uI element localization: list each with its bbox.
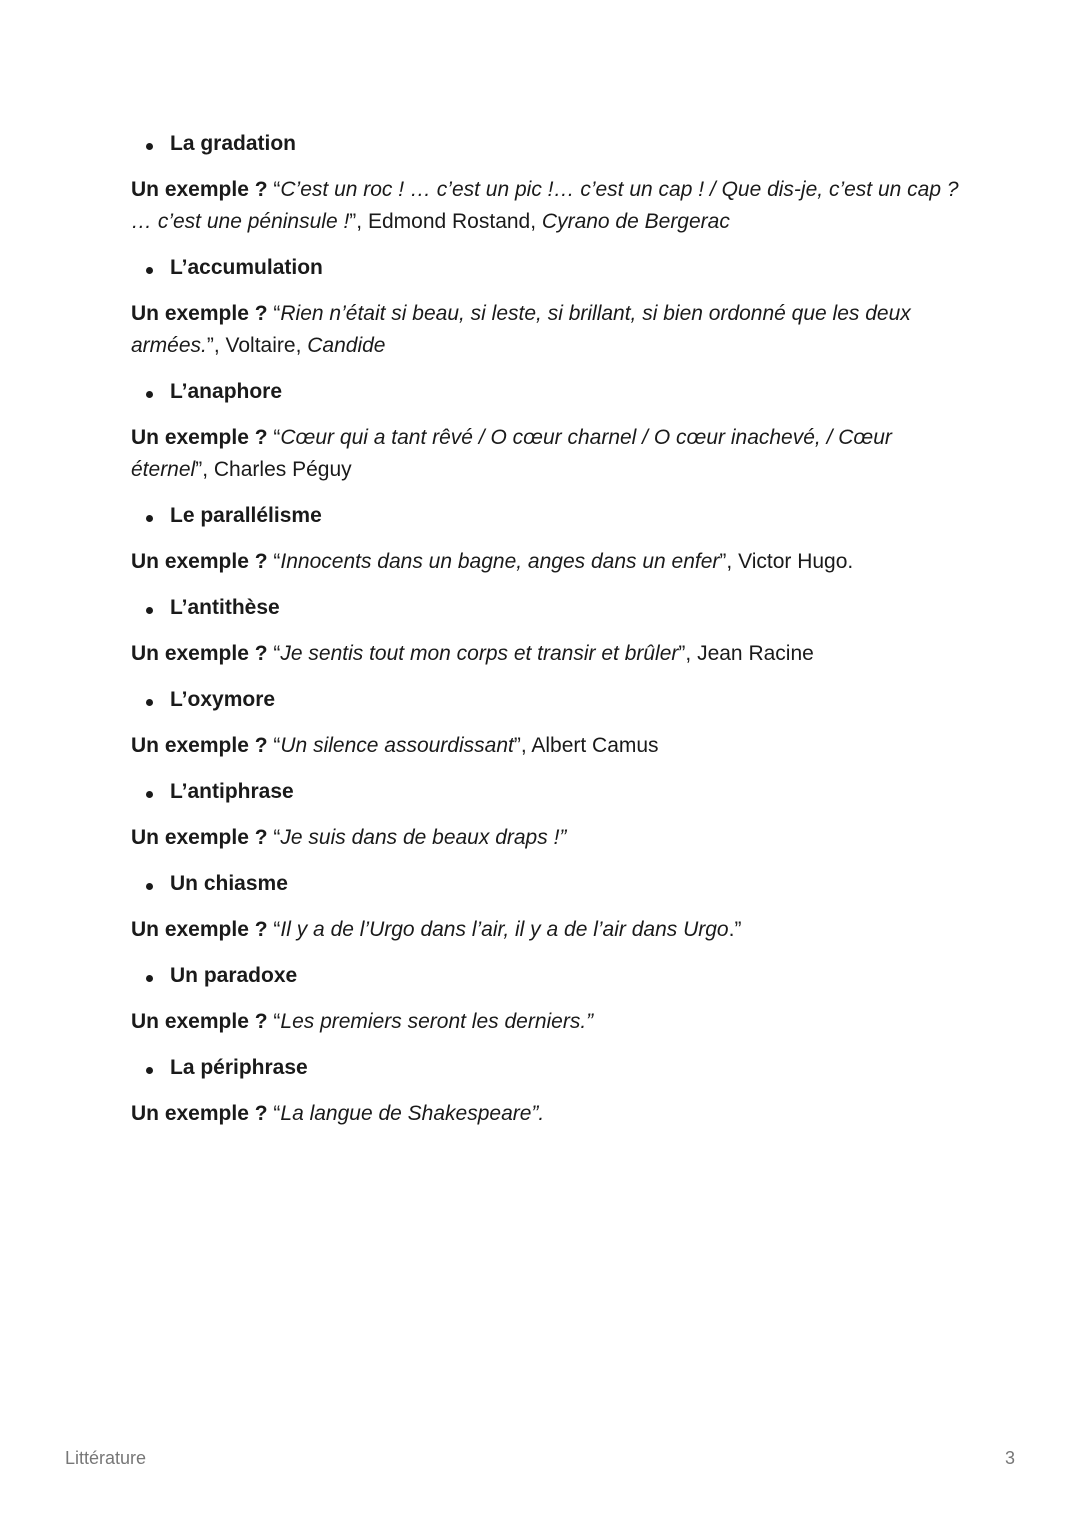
figure-heading: L’anaphore [131, 376, 961, 408]
example-paragraph [131, 914, 961, 946]
example-lead: Un exemple ? [131, 550, 268, 573]
example-text: “ [273, 1102, 281, 1125]
example-text: ”, Albert Camus [513, 734, 659, 757]
footer-subject: Littérature [65, 1448, 147, 1468]
example-text: “ [273, 550, 281, 573]
example-text: ”, Edmond Rostand, [349, 210, 542, 233]
example-text: ”, Voltaire, [206, 334, 308, 357]
example-text: .” [728, 918, 742, 941]
example-lead: Un exemple ? [131, 302, 268, 325]
example-text: ”, Victor Hugo. [719, 550, 854, 573]
figure-heading: Un chiasme [131, 868, 961, 900]
figure-heading: L’antiphrase [131, 776, 961, 808]
example-quote-italic: Je sentis tout mon corps et transir et brûler [280, 642, 679, 665]
example-lead: Un exemple ? [131, 642, 268, 665]
example-quote-italic: Cœur qui a tant rêvé / O cœur charnel / O cœur inachevé, / Cœur éternel [131, 426, 892, 481]
example-lead: Un exemple ? [131, 826, 268, 849]
example-paragraph [131, 174, 961, 238]
example-lead: Un exemple ? [131, 178, 268, 201]
example-text: “ [273, 826, 281, 849]
example-quote-italic: Je suis dans de beaux draps !” [280, 826, 567, 849]
example-paragraph [131, 546, 961, 578]
example-quote-italic: Candide [307, 334, 386, 357]
example-text: ”, Jean Racine [678, 642, 814, 665]
example-lead: Un exemple ? [131, 734, 268, 757]
example-quote-italic: Cyrano de Bergerac [541, 210, 730, 233]
example-text: “ [273, 426, 281, 449]
example-lead: Un exemple ? [131, 426, 268, 449]
figure-heading: L’oxymore [131, 684, 961, 716]
example-text: “ [273, 302, 281, 325]
example-paragraph [131, 730, 961, 762]
example-paragraph [131, 822, 961, 854]
example-text: ”, Charles Péguy [195, 458, 352, 481]
figure-heading: Le parallélisme [131, 500, 961, 532]
example-text: “ [273, 642, 281, 665]
example-quote-italic: Innocents dans un bagne, anges dans un enfer [280, 550, 720, 573]
figure-heading: L’accumulation [131, 252, 961, 284]
figure-heading: La périphrase [131, 1052, 961, 1084]
example-text: “ [273, 734, 281, 757]
example-text: “ [273, 1010, 281, 1033]
example-paragraph [131, 638, 961, 670]
figure-heading: L’antithèse [131, 592, 961, 624]
figure-heading: La gradation [131, 128, 961, 160]
example-text: “ [273, 178, 281, 201]
example-paragraph [131, 422, 961, 486]
example-paragraph [131, 1098, 961, 1130]
example-paragraph [131, 298, 961, 362]
example-text: “ [273, 918, 281, 941]
example-lead: Un exemple ? [131, 1102, 268, 1125]
example-lead: Un exemple ? [131, 1010, 268, 1033]
page-number: 3 [1004, 1448, 1015, 1468]
example-quote-italic: Les premiers seront les derniers.” [280, 1010, 594, 1033]
example-quote-italic: Un silence assourdissant [280, 734, 514, 757]
document-body [131, 128, 961, 1144]
example-quote-italic: Rien n’était si beau, si leste, si brillant, si bien ordonné que les deux armées. [131, 302, 911, 357]
figure-heading: Un paradoxe [131, 960, 961, 992]
example-paragraph [131, 1006, 961, 1038]
example-quote-italic: C’est un roc ! … c’est un pic !… c’est un cap ! / Que dis-je, c’est un cap ? … c’est une péninsule ! [131, 178, 959, 233]
example-quote-italic: Il y a de l’Urgo dans l’air, il y a de l’air dans Urgo [280, 918, 729, 941]
example-lead: Un exemple ? [131, 918, 268, 941]
example-quote-italic: La langue de Shakespeare”. [280, 1102, 545, 1125]
